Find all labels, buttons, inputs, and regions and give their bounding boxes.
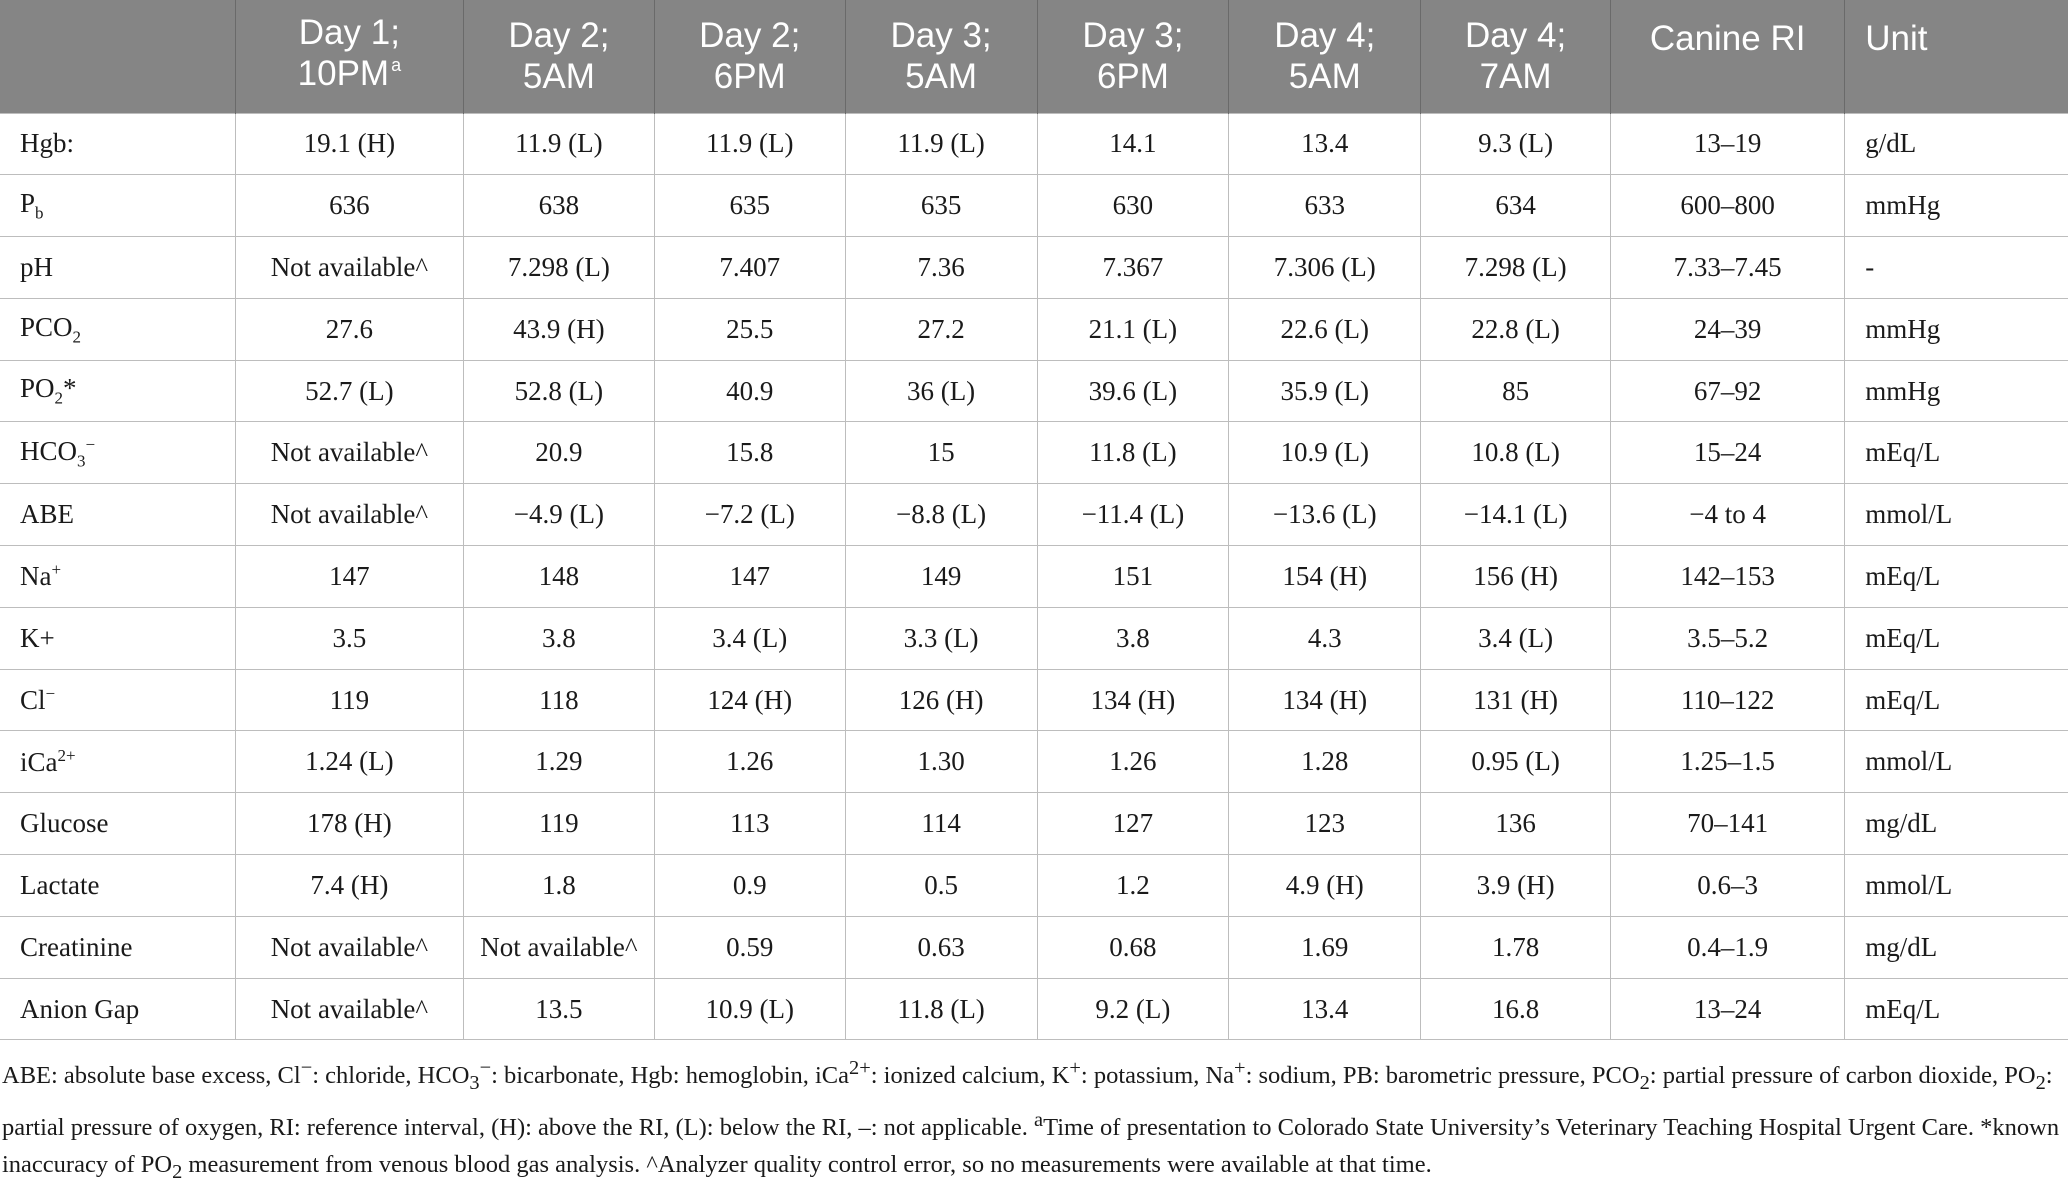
value-cell: 3.8 — [463, 607, 654, 669]
value-cell: 156 (H) — [1421, 546, 1611, 608]
value-cell: 20.9 — [463, 422, 654, 484]
value-cell: 4.3 — [1229, 607, 1421, 669]
value-cell: 147 — [654, 546, 845, 608]
unit-cell: - — [1845, 237, 2068, 299]
unit-cell: mEq/L — [1845, 607, 2068, 669]
value-cell: 1.69 — [1229, 916, 1421, 978]
value-cell: 9.2 (L) — [1037, 978, 1229, 1040]
value-cell: 7.298 (L) — [463, 237, 654, 299]
unit-cell: mmol/L — [1845, 484, 2068, 546]
value-cell: 15 — [845, 422, 1037, 484]
column-header — [1611, 0, 1845, 113]
row-label — [0, 546, 235, 608]
unit-cell: mEq/L — [1845, 669, 2068, 731]
value-cell: −11.4 (L) — [1037, 484, 1229, 546]
table-row — [0, 793, 2068, 855]
value-cell: 113 — [654, 793, 845, 855]
table-row — [0, 360, 2068, 422]
column-header-line: 10PM $^a$ — [297, 54, 402, 94]
value-cell: 7.4 (H) — [235, 855, 463, 917]
row-label-subscript: 3 — [77, 451, 86, 471]
value-cell: 21.1 (L) — [1037, 298, 1229, 360]
column-header-line: Day 3; — [890, 16, 992, 56]
reference-interval-cell: 13–24 — [1611, 978, 1845, 1040]
value-cell: −13.6 (L) — [1229, 484, 1421, 546]
value-cell: 3.3 (L) — [845, 607, 1037, 669]
unit-cell: mmHg — [1845, 175, 2068, 237]
row-label-text: iCa — [20, 746, 58, 777]
row-label — [0, 669, 235, 731]
value-cell: 123 — [1229, 793, 1421, 855]
column-header — [1229, 0, 1421, 113]
value-cell: 1.2 — [1037, 855, 1229, 917]
column-header-line: Day 1; — [298, 13, 400, 53]
reference-interval-cell: 142–153 — [1611, 546, 1845, 608]
table-header — [0, 0, 2068, 113]
row-label-subscript: 2 — [72, 326, 82, 346]
value-cell: 127 — [1037, 793, 1229, 855]
row-label-text: HCO — [20, 435, 78, 466]
value-cell: 1.29 — [463, 731, 654, 793]
row-label-text: Anion Gap — [20, 993, 140, 1024]
table-row — [0, 422, 2068, 484]
row-label-text: Cl — [20, 685, 46, 716]
value-cell: 136 — [1421, 793, 1611, 855]
value-cell: 7.298 (L) — [1421, 237, 1611, 299]
column-header — [845, 0, 1037, 113]
value-cell: 10.9 (L) — [654, 978, 845, 1040]
value-cell: 7.306 (L) — [1229, 237, 1421, 299]
reference-interval-cell: −4 to 4 — [1611, 484, 1845, 546]
header-corner — [0, 0, 235, 113]
row-label — [0, 916, 235, 978]
table-row — [0, 607, 2068, 669]
value-cell: 0.9 — [654, 855, 845, 917]
unit-cell: mmHg — [1845, 360, 2068, 422]
column-header — [1845, 0, 2068, 113]
row-label-superscript: 2+ — [57, 745, 76, 765]
reference-interval-cell: 110–122 — [1611, 669, 1845, 731]
row-label — [0, 175, 235, 237]
column-header — [1421, 0, 1611, 113]
value-cell: 119 — [463, 793, 654, 855]
value-cell: 27.2 — [845, 298, 1037, 360]
reference-interval-cell: 0.6–3 — [1611, 855, 1845, 917]
column-header-line: Day 4; — [1274, 16, 1376, 56]
column-header — [1037, 0, 1229, 113]
value-cell: 11.8 (L) — [1037, 422, 1229, 484]
table-row — [0, 855, 2068, 917]
value-cell: 124 (H) — [654, 669, 845, 731]
row-label-text: PCO — [20, 311, 73, 342]
value-cell: 52.8 (L) — [463, 360, 654, 422]
row-label — [0, 484, 235, 546]
value-cell: 7.407 — [654, 237, 845, 299]
value-cell: 633 — [1229, 175, 1421, 237]
value-cell: 3.9 (H) — [1421, 855, 1611, 917]
value-cell: 1.30 — [845, 731, 1037, 793]
value-cell: 134 (H) — [1037, 669, 1229, 731]
column-header-line: 5AM — [522, 57, 595, 97]
value-cell: 147 — [235, 546, 463, 608]
value-cell: −14.1 (L) — [1421, 484, 1611, 546]
value-cell: Not available^ — [235, 237, 463, 299]
value-cell: 15.8 — [654, 422, 845, 484]
row-label-text: pH — [20, 251, 53, 282]
table-footnote: ABE: absolute base excess, Cl−: chloride, $HCO_3^-$: bicarbonate, Hgb: hemoglobin, iCa$^{2+}$: ionized calcium, K+: potassium, Na+: sodium, PB: barometric pressure, $PCO_2$: partial pressure of carbon dioxide, $PO_2$: partial pressure of oxygen, RI: reference interval, (H): above the RI, (L): below the RI, –: not applicable. $^a$Time of presentation to Colorado State University’s Veterinary Teaching Hospital Urgent Care. *known inaccuracy of $PO_2$ measurement from venous blood gas analysis. ^Analyzer quality control error, so no measurements were available at that time. — [2, 1057, 2060, 1184]
reference-interval-cell: 3.5–5.2 — [1611, 607, 1845, 669]
value-cell: 10.8 (L) — [1421, 422, 1611, 484]
column-header — [654, 0, 845, 113]
value-cell: 11.9 (L) — [845, 113, 1037, 175]
value-cell: 11.9 (L) — [654, 113, 845, 175]
value-cell: 3.4 (L) — [1421, 607, 1611, 669]
column-header — [235, 0, 463, 113]
table-row — [0, 978, 2068, 1040]
row-label — [0, 237, 235, 299]
value-cell: 1.26 — [1037, 731, 1229, 793]
value-cell: Not available^ — [235, 916, 463, 978]
row-label-text: PO — [20, 373, 55, 404]
row-label-text: ABE — [20, 499, 74, 530]
header-row — [0, 0, 2068, 113]
row-label-subscript: 2 — [54, 388, 64, 408]
table-row — [0, 237, 2068, 299]
reference-interval-cell: 1.25–1.5 — [1611, 731, 1845, 793]
row-label — [0, 422, 235, 484]
row-label-text: Hgb: — [20, 128, 74, 159]
value-cell: 635 — [654, 175, 845, 237]
value-cell: 154 (H) — [1229, 546, 1421, 608]
value-cell: 635 — [845, 175, 1037, 237]
reference-interval-cell: 15–24 — [1611, 422, 1845, 484]
unit-cell: mEq/L — [1845, 546, 2068, 608]
row-label-subscript: b — [35, 203, 44, 223]
column-header-line: 7AM — [1479, 57, 1552, 97]
table-row — [0, 546, 2068, 608]
value-cell: 13.4 — [1229, 113, 1421, 175]
reference-interval-cell: 67–92 — [1611, 360, 1845, 422]
value-cell: −8.8 (L) — [845, 484, 1037, 546]
row-label-text: Lactate — [20, 869, 100, 900]
row-label-superscript: − — [45, 684, 56, 704]
row-label-marker: * — [63, 373, 77, 404]
value-cell: 22.8 (L) — [1421, 298, 1611, 360]
column-header-line: Day 2; — [699, 16, 801, 56]
value-cell: 36 (L) — [845, 360, 1037, 422]
row-label — [0, 360, 235, 422]
unit-cell: mEq/L — [1845, 978, 2068, 1040]
value-cell: 1.8 — [463, 855, 654, 917]
value-cell: 1.24 (L) — [235, 731, 463, 793]
reference-interval-cell: 70–141 — [1611, 793, 1845, 855]
value-cell: 35.9 (L) — [1229, 360, 1421, 422]
value-cell: 636 — [235, 175, 463, 237]
row-label — [0, 298, 235, 360]
row-label-text: P — [20, 188, 36, 218]
unit-cell: mmHg — [1845, 298, 2068, 360]
value-cell: 1.26 — [654, 731, 845, 793]
value-cell: 11.8 (L) — [845, 978, 1037, 1040]
row-label — [0, 855, 235, 917]
row-label — [0, 731, 235, 793]
column-header-line: 5AM — [905, 57, 978, 97]
header-footnote-marker: a — [391, 55, 402, 76]
row-label — [0, 793, 235, 855]
value-cell: 1.28 — [1229, 731, 1421, 793]
value-cell: 40.9 — [654, 360, 845, 422]
value-cell: 9.3 (L) — [1421, 113, 1611, 175]
reference-interval-cell: 600–800 — [1611, 175, 1845, 237]
value-cell: 630 — [1037, 175, 1229, 237]
value-cell: 3.5 — [235, 607, 463, 669]
row-label-text: K+ — [20, 622, 55, 653]
column-header-line: 5AM — [1288, 57, 1361, 97]
value-cell: 0.68 — [1037, 916, 1229, 978]
unit-cell: g/dL — [1845, 113, 2068, 175]
column-header-line: Day 2; — [508, 16, 610, 56]
value-cell: 11.9 (L) — [463, 113, 654, 175]
value-cell: 0.59 — [654, 916, 845, 978]
value-cell: 151 — [1037, 546, 1229, 608]
value-cell: 52.7 (L) — [235, 360, 463, 422]
table-row — [0, 916, 2068, 978]
column-header-line: Unit — [1865, 19, 1928, 58]
value-cell: 178 (H) — [235, 793, 463, 855]
value-cell: 85 — [1421, 360, 1611, 422]
unit-cell: mmol/L — [1845, 731, 2068, 793]
table-row — [0, 175, 2068, 237]
unit-cell: mg/dL — [1845, 916, 2068, 978]
table-row — [0, 298, 2068, 360]
value-cell: 149 — [845, 546, 1037, 608]
value-cell: 39.6 (L) — [1037, 360, 1229, 422]
table-row — [0, 484, 2068, 546]
reference-interval-cell: 0.4–1.9 — [1611, 916, 1845, 978]
value-cell: 0.5 — [845, 855, 1037, 917]
value-cell: 22.6 (L) — [1229, 298, 1421, 360]
row-label — [0, 978, 235, 1040]
value-cell: 16.8 — [1421, 978, 1611, 1040]
column-header-line: 6PM — [713, 57, 786, 97]
value-cell: −4.9 (L) — [463, 484, 654, 546]
row-label-superscript: + — [51, 560, 62, 580]
value-cell: 14.1 — [1037, 113, 1229, 175]
value-cell: Not available^ — [235, 978, 463, 1040]
value-cell: Not available^ — [235, 484, 463, 546]
table-row — [0, 113, 2068, 175]
table-row — [0, 669, 2068, 731]
reference-interval-cell: 24–39 — [1611, 298, 1845, 360]
unit-cell: mEq/L — [1845, 422, 2068, 484]
value-cell: 13.5 — [463, 978, 654, 1040]
row-label — [0, 113, 235, 175]
row-label-text: Creatinine — [20, 931, 133, 962]
value-cell: 10.9 (L) — [1229, 422, 1421, 484]
column-header-line: Day 4; — [1465, 16, 1567, 56]
value-cell: 114 — [845, 793, 1037, 855]
unit-cell: mg/dL — [1845, 793, 2068, 855]
value-cell: 0.95 (L) — [1421, 731, 1611, 793]
value-cell: 4.9 (H) — [1229, 855, 1421, 917]
value-cell: Not available^ — [463, 916, 654, 978]
table-body — [0, 113, 2068, 1040]
reference-interval-cell: 7.33–7.45 — [1611, 237, 1845, 299]
value-cell: −7.2 (L) — [654, 484, 845, 546]
unit-cell: mmol/L — [1845, 855, 2068, 917]
value-cell: 7.36 — [845, 237, 1037, 299]
row-label-superscript: − — [85, 434, 96, 454]
column-header-line: Canine RI — [1649, 19, 1806, 58]
value-cell: 25.5 — [654, 298, 845, 360]
value-cell: 27.6 — [235, 298, 463, 360]
reference-interval-cell: 13–19 — [1611, 113, 1845, 175]
value-cell: 43.9 (H) — [463, 298, 654, 360]
value-cell: 7.367 — [1037, 237, 1229, 299]
column-header — [463, 0, 654, 113]
value-cell: 13.4 — [1229, 978, 1421, 1040]
column-header-line: Day 3; — [1082, 16, 1184, 56]
value-cell: 119 — [235, 669, 463, 731]
value-cell: 19.1 (H) — [235, 113, 463, 175]
value-cell: 634 — [1421, 175, 1611, 237]
value-cell: 148 — [463, 546, 654, 608]
table-row — [0, 731, 2068, 793]
value-cell: 131 (H) — [1421, 669, 1611, 731]
row-label-text: Na — [20, 561, 52, 592]
value-cell: 134 (H) — [1229, 669, 1421, 731]
value-cell: 638 — [463, 175, 654, 237]
value-cell: 118 — [463, 669, 654, 731]
value-cell: 3.4 (L) — [654, 607, 845, 669]
column-header-line: 6PM — [1096, 57, 1169, 97]
value-cell: Not available^ — [235, 422, 463, 484]
value-cell: 1.78 — [1421, 916, 1611, 978]
value-cell: 0.63 — [845, 916, 1037, 978]
value-cell: 3.8 — [1037, 607, 1229, 669]
row-label-text: Glucose — [20, 808, 109, 839]
value-cell: 126 (H) — [845, 669, 1037, 731]
row-label — [0, 607, 235, 669]
